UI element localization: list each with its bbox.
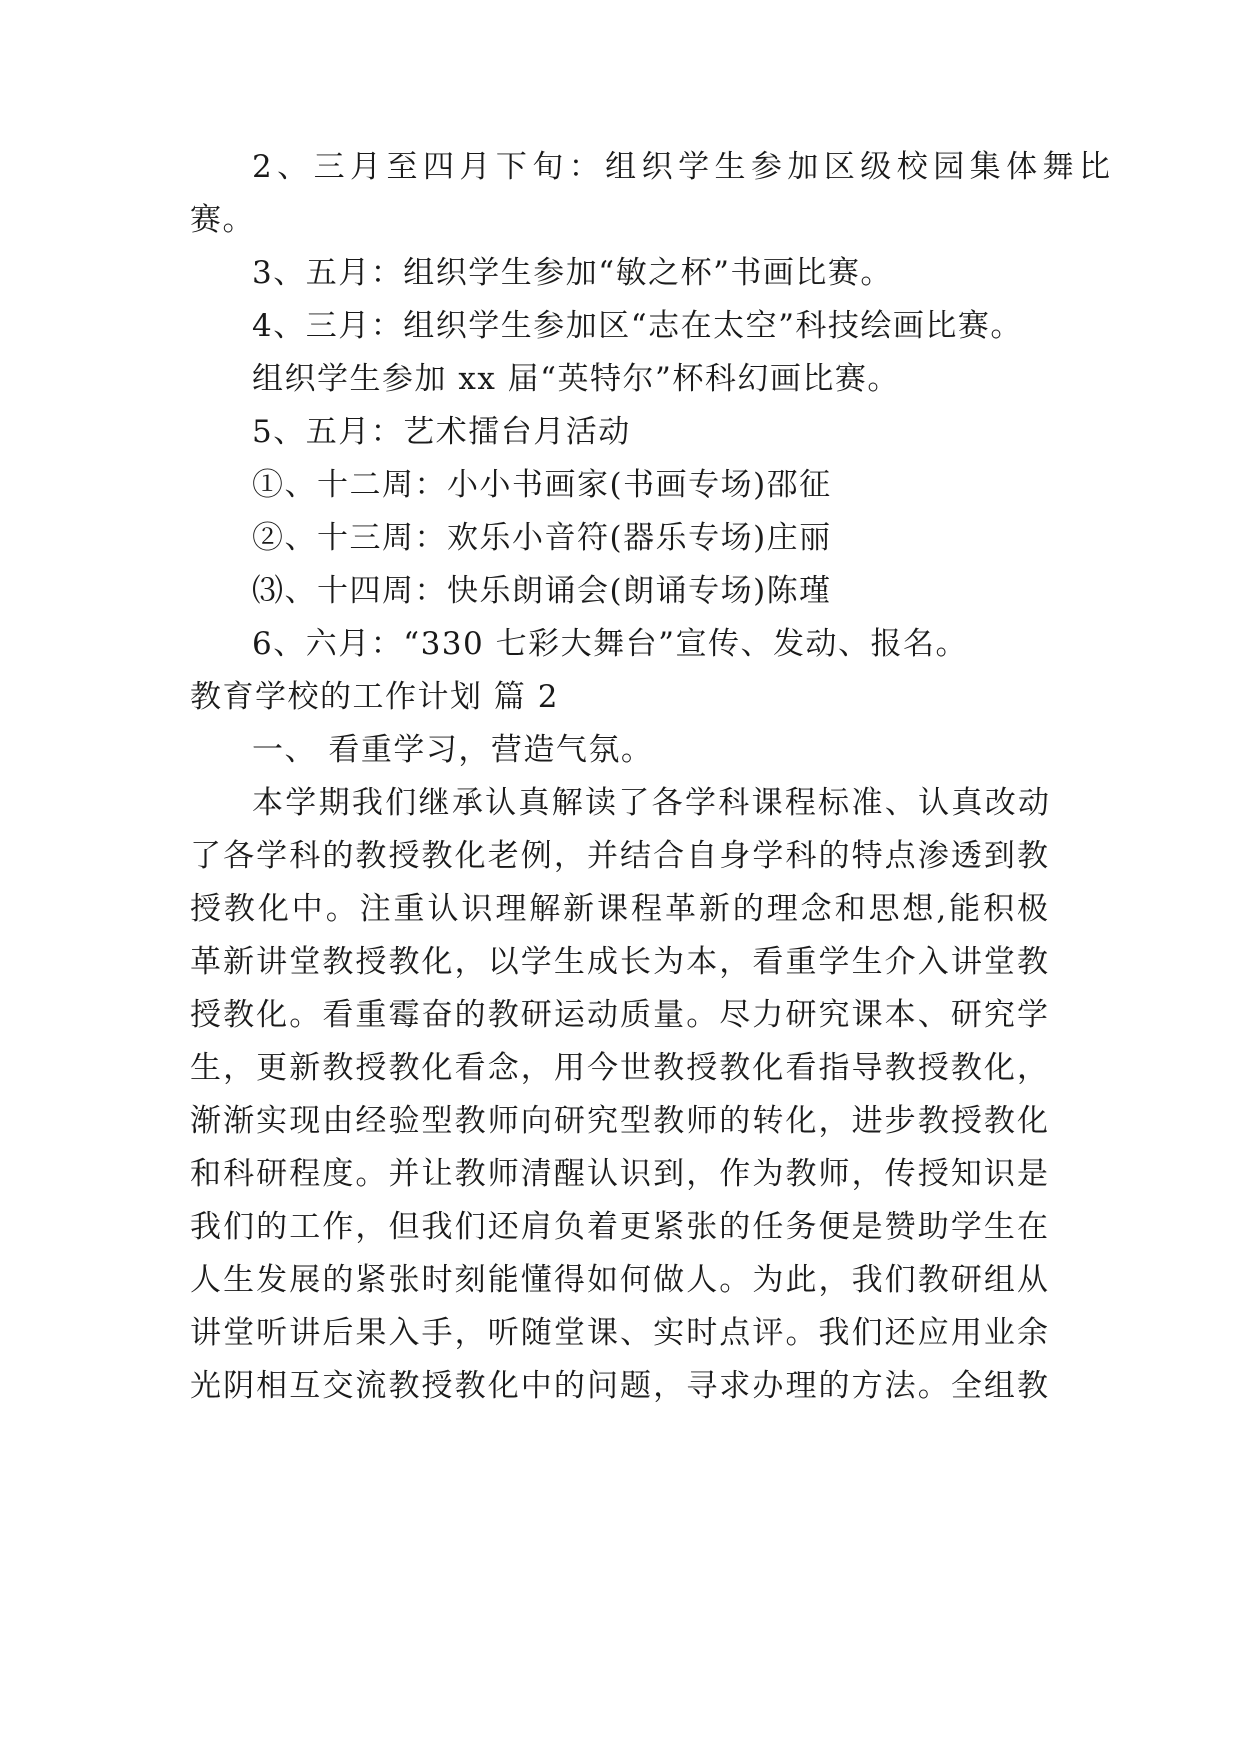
paragraph-line: 本学期我们继承认真解读了各学科课程标准、认真改动 (252, 785, 1049, 821)
paragraph-line: 人生发展的紧张时刻能懂得如何做人。为此，我们教研组从 (190, 1262, 1048, 1298)
list-item-2-line-1: 2、三月至四月下旬：组织学生参加区级校园集体舞比 (252, 149, 1110, 185)
paragraph-line: 渐渐实现由经验型教师向研究型教师的转化，进步教授教化 (190, 1103, 1048, 1139)
list-item-3: 3、五月：组织学生参加“敏之杯”书画比赛。 (252, 255, 893, 291)
paragraph-line: 生，更新教授教化看念，用今世教授教化看指导教授教化， (190, 1050, 1048, 1086)
paragraph-line: 授教化中。注重认识理解新课程革新的理念和思想,能积极 (190, 891, 1048, 927)
paragraph-line: 和科研程度。并让教师清醒认识到，作为教师，传授知识是 (190, 1156, 1048, 1192)
list-item-4: 4、三月：组织学生参加区“志在太空”科技绘画比赛。 (252, 308, 1023, 344)
paragraph-line: 我们的工作，但我们还肩负着更紧张的任务便是赞助学生在 (190, 1209, 1048, 1245)
paragraph-line: 光阴相互交流教授教化中的问题，寻求办理的方法。全组教 (190, 1368, 1048, 1404)
subsection-heading: 一、 看重学习，营造气氛。 (252, 732, 654, 768)
sub-item-3: ⑶、十四周：快乐朗诵会(朗诵专场)陈瑾 (252, 573, 832, 609)
sub-item-2: ②、十三周：欢乐小音符(器乐专场)庄丽 (252, 520, 832, 556)
list-item-6: 6、六月：“330 七彩大舞台”宣传、发动、报名。 (252, 626, 968, 662)
list-item-5: 5、五月：艺术擂台月活动 (252, 414, 631, 450)
paragraph-line: 授教化。看重霉奋的教研运动质量。尽力研究课本、研究学 (190, 997, 1048, 1033)
sub-item-1: ①、十二周：小小书画家(书画专场)邵征 (252, 467, 832, 503)
paragraph-line: 了各学科的教授教化老例，并结合自身学科的特点渗透到教 (190, 838, 1048, 874)
list-item-4-continuation: 组织学生参加 xx 届“英特尔”杯科幻画比赛。 (252, 361, 900, 397)
paragraph-line: 讲堂听讲后果入手，听随堂课、实时点评。我们还应用业余 (190, 1315, 1048, 1351)
section-heading: 教育学校的工作计划 篇 2 (190, 679, 559, 715)
paragraph-line: 革新讲堂教授教化，以学生成长为本，看重学生介入讲堂教 (190, 944, 1048, 980)
list-item-2-line-2: 赛。 (190, 202, 255, 238)
